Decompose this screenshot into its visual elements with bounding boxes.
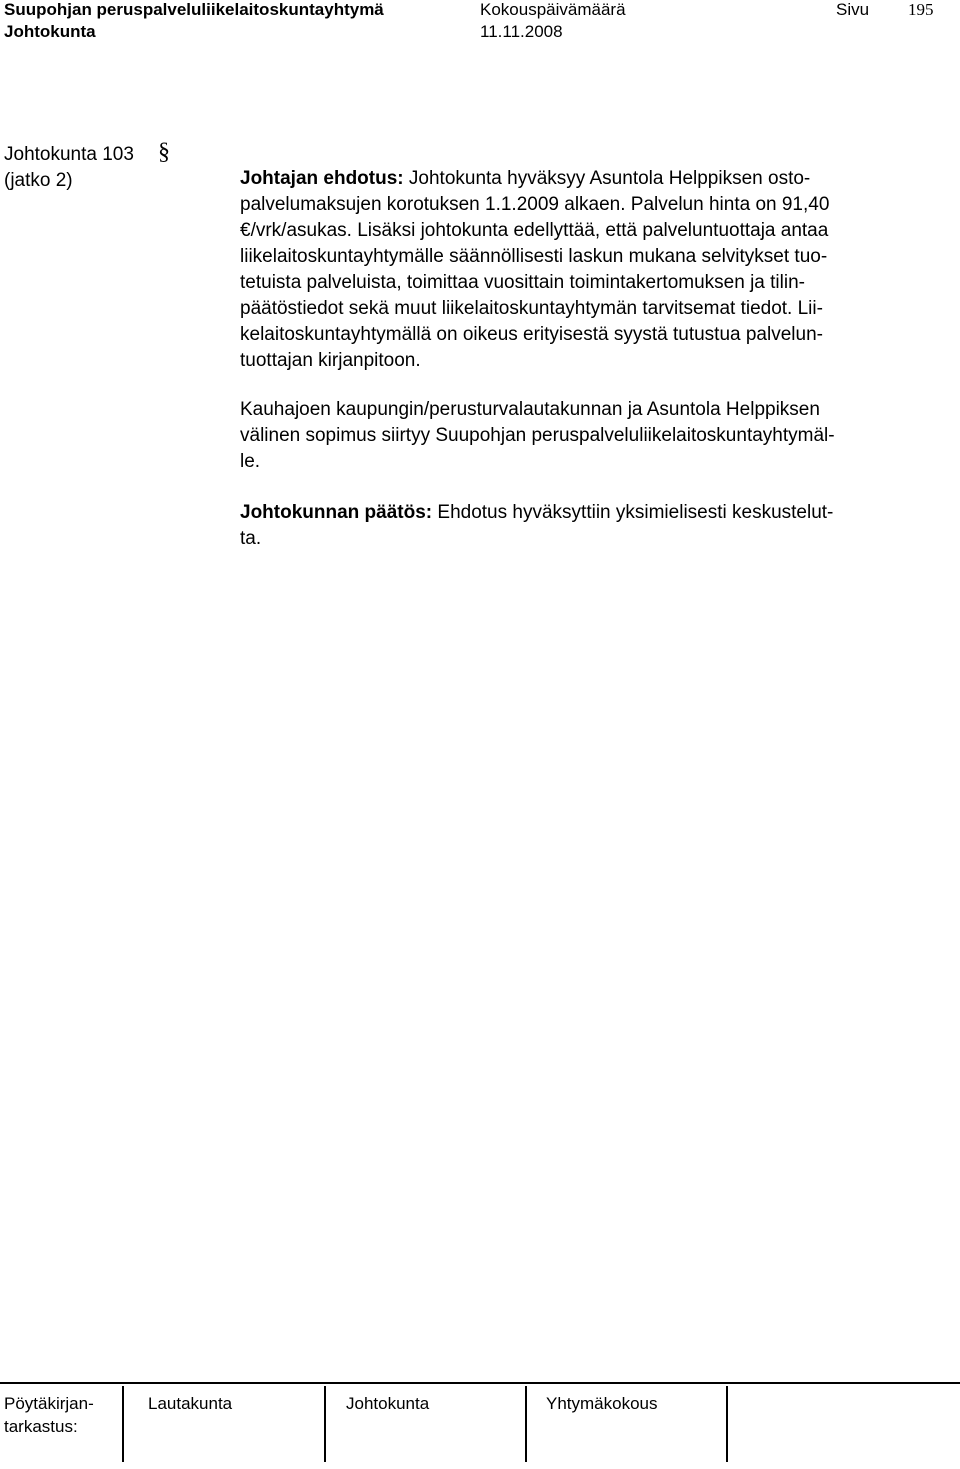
footer-divider bbox=[525, 1386, 527, 1462]
footer-divider bbox=[122, 1386, 124, 1462]
proposal-line: tetuista palveluista, toimittaa vuosittain toimintakertomuksen ja tilin- bbox=[240, 272, 805, 293]
footer-col-directors: Johtokunta bbox=[346, 1394, 430, 1413]
footer-divider bbox=[324, 1386, 326, 1462]
continuation-label: (jatko 2) bbox=[4, 170, 73, 191]
page-number: 195 bbox=[908, 0, 934, 19]
proposal-text-start: Johtokunta hyväksyy Asuntola Helppiksen osto- bbox=[403, 168, 811, 189]
section-title: Johtokunta 103 bbox=[4, 144, 134, 165]
footer-col-board: Lautakunta bbox=[148, 1394, 233, 1413]
agreement-line: le. bbox=[240, 451, 261, 472]
proposal-line: tuottajan kirjanpitoon. bbox=[240, 350, 421, 371]
proposal-line: palvelumaksujen korotuksen 1.1.2009 alkaen. Palvelun hinta on 91,40 bbox=[240, 194, 830, 215]
organization-name: Suupohjan peruspalveluliikelaitoskuntayhtymä bbox=[4, 0, 384, 19]
footer-divider bbox=[726, 1386, 728, 1462]
proposal-label: Johtajan ehdotus: bbox=[240, 168, 404, 189]
review-label-line2: tarkastus: bbox=[4, 1417, 78, 1436]
decision-first-line bbox=[240, 502, 833, 524]
review-label-line1: Pöytäkirjan- bbox=[4, 1394, 94, 1413]
footer-col-assembly: Yhtymäkokous bbox=[546, 1394, 658, 1413]
section-symbol: § bbox=[158, 139, 170, 165]
proposal-line: €/vrk/asukas. Lisäksi johtokunta edellyttää, että palveluntuottaja antaa bbox=[240, 220, 829, 241]
footer-rule bbox=[0, 1382, 960, 1384]
proposal-line: päätöstiedot sekä muut liikelaitoskuntayhtymän tarvitsemat tiedot. Lii- bbox=[240, 298, 823, 319]
body-name: Johtokunta bbox=[4, 22, 96, 41]
agreement-line: välinen sopimus siirtyy Suupohjan peruspalveluliikelaitoskuntayhtymäl- bbox=[240, 425, 835, 446]
proposal-line: liikelaitoskuntayhtymälle säännöllisesti laskun mukana selvitykset tuo- bbox=[240, 246, 828, 267]
page-label: Sivu bbox=[836, 0, 870, 19]
agreement-line: Kauhajoen kaupungin/perusturvalautakunnan ja Asuntola Helppiksen bbox=[240, 399, 820, 420]
meeting-date: 11.11.2008 bbox=[480, 22, 563, 41]
decision-label: Johtokunnan päätös: bbox=[240, 502, 433, 523]
decision-line: ta. bbox=[240, 528, 262, 549]
meeting-date-label: Kokouspäivämäärä bbox=[480, 0, 626, 19]
proposal-first-line bbox=[240, 168, 810, 190]
proposal-line: kelaitoskuntayhtymällä on oikeus erityisestä syystä tutustua palvelun- bbox=[240, 324, 823, 345]
decision-text-start: Ehdotus hyväksyttiin yksimielisesti keskustelut- bbox=[432, 502, 834, 523]
